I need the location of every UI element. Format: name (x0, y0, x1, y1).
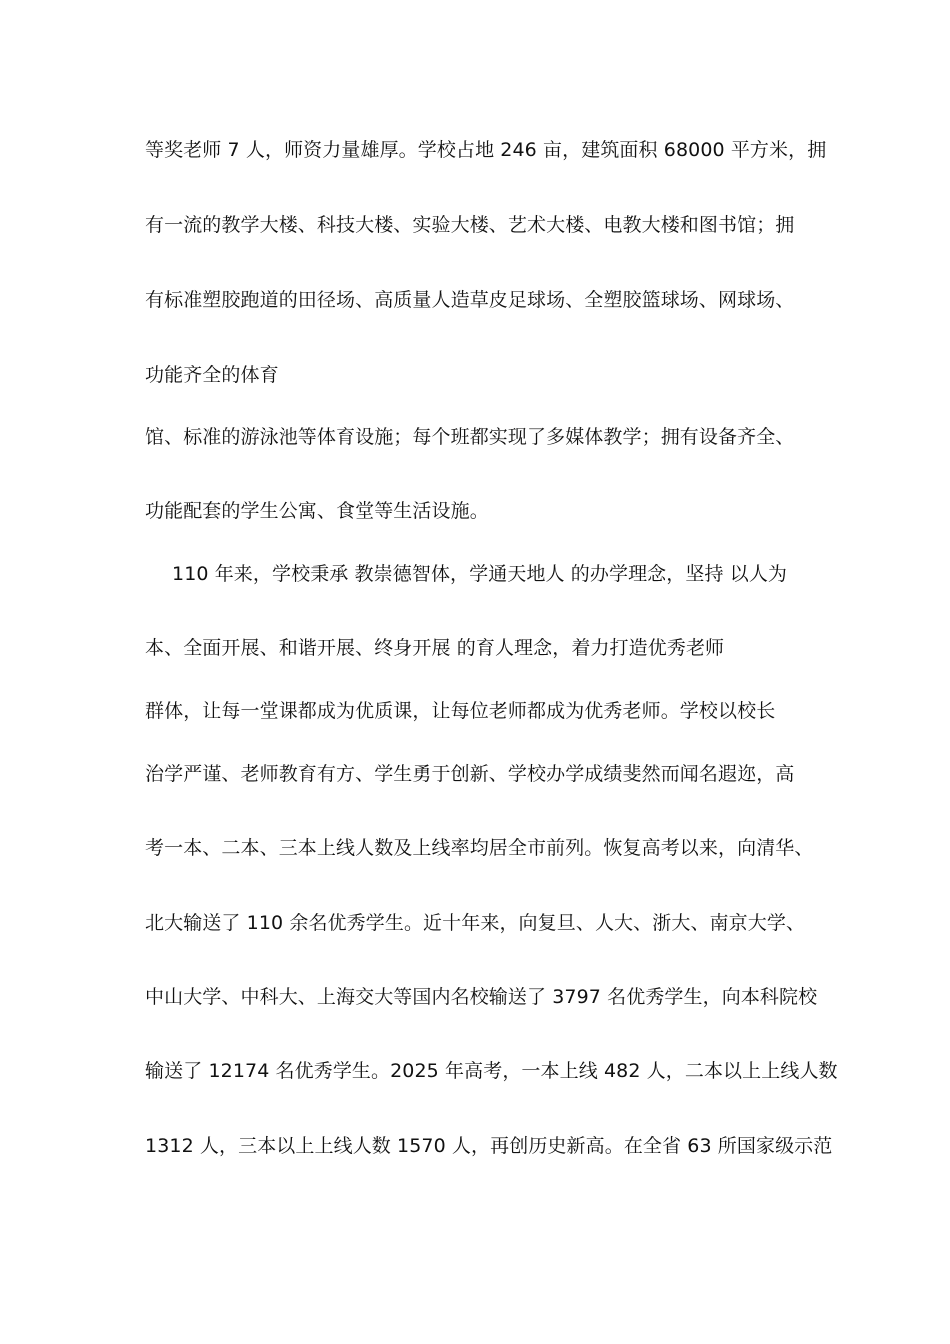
paragraph-line: 等奖老师 7 人，师资力量雄厚。学校占地 246 亩，建筑面积 68000 平方米，拥 (145, 139, 827, 161)
paragraph-line: 输送了 12174 名优秀学生。2025 年高考，一本上线 482 人，二本以上上线人数 (145, 1060, 838, 1082)
paragraph-line: 有标准塑胶跑道的田径场、高质量人造草皮足球场、全塑胶篮球场、网球场、 (145, 289, 795, 311)
paragraph-line: 馆、标准的游泳池等体育设施；每个班都实现了多媒体教学；拥有设备齐全、 (145, 426, 795, 448)
paragraph-line: 考一本、二本、三本上线人数及上线率均居全市前列。恢复高考以来，向清华、 (145, 837, 814, 859)
paragraph-line: 110 年来，学校秉承 教崇德智体，学通天地人 的办学理念，坚持 以人为 (172, 563, 788, 585)
paragraph-line: 功能配套的学生公寓、食堂等生活设施。 (145, 500, 489, 522)
paragraph-line: 有一流的教学大楼、科技大楼、实验大楼、艺术大楼、电教大楼和图书馆；拥 (145, 214, 795, 236)
paragraph-line: 1312 人，三本以上上线人数 1570 人，再创历史新高。在全省 63 所国家级示范 (145, 1135, 833, 1157)
paragraph-line: 功能齐全的体育 (145, 364, 279, 386)
paragraph-line: 本、全面开展、和谐开展、终身开展 的育人理念，着力打造优秀老师 (145, 637, 725, 659)
paragraph-line: 中山大学、中科大、上海交大等国内名校输送了 3797 名优秀学生，向本科院校 (145, 986, 818, 1008)
paragraph-line: 北大输送了 110 余名优秀学生。近十年来，向复旦、人大、浙大、南京大学、 (145, 912, 806, 934)
paragraph-line: 治学严谨、老师教育有方、学生勇于创新、学校办学成绩斐然而闻名遐迩，高 (145, 763, 795, 785)
paragraph-line: 群体，让每一堂课都成为优质课，让每位老师都成为优秀老师。学校以校长 (145, 700, 776, 722)
